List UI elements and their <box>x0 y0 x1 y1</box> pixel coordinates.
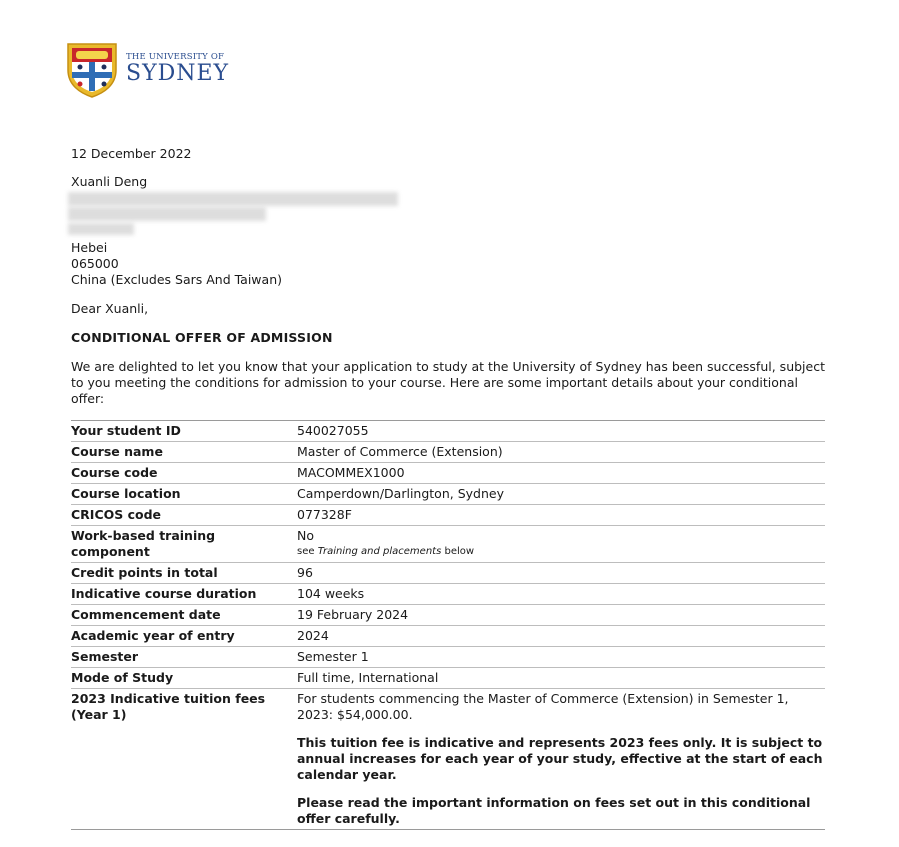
letter-date: 12 December 2022 <box>71 146 192 161</box>
course-location-value: Camperdown/Darlington, Sydney <box>297 484 825 505</box>
salutation: Dear Xuanli, <box>71 301 149 316</box>
mode-of-study-value: Full time, International <box>297 668 825 689</box>
logo-line-university-of: THE UNIVERSITY OF <box>126 52 225 62</box>
table-row <box>71 484 825 505</box>
table-row <box>71 647 825 668</box>
work-based-training-cell <box>297 526 825 563</box>
note-prefix: see <box>297 546 318 557</box>
course-duration-value: 104 weeks <box>297 584 825 605</box>
student-id-value: 540027055 <box>297 421 825 442</box>
work-based-training-value: No <box>297 528 314 543</box>
course-name-value: Master of Commerce (Extension) <box>297 442 825 463</box>
course-duration-label: Indicative course duration <box>71 584 297 605</box>
table-row <box>71 605 825 626</box>
tuition-fees-read-notice: Please read the important information on fees set out in this conditional offer carefully. <box>297 795 811 826</box>
university-logo <box>64 40 229 98</box>
address-country: China (Excludes Sars And Taiwan) <box>71 272 282 287</box>
commencement-date-label: Commencement date <box>71 605 297 626</box>
tuition-fees-text: For students commencing the Master of Commerce (Extension) in Semester 1, 2023: $54,000.00. <box>297 691 789 722</box>
address-postcode: 065000 <box>71 256 119 271</box>
tuition-fees-cell <box>297 689 825 830</box>
table-row <box>71 584 825 605</box>
redacted-address-line-1 <box>68 192 398 206</box>
work-based-training-note <box>297 544 825 560</box>
redacted-address-line-2 <box>68 207 266 221</box>
tuition-fees-label: 2023 Indicative tuition fees (Year 1) <box>71 691 266 722</box>
semester-label: Semester <box>71 647 297 668</box>
work-based-training-label: Work-based training component <box>71 526 297 563</box>
note-emphasis: Training and placements <box>317 546 442 557</box>
note-suffix: below <box>441 546 475 557</box>
intro-paragraph: We are delighted to let you know that your application to study at the University of Sydney has been successful, subject to you meeting the conditions for admission to your course. Here are some important details about your conditional offer: <box>71 359 825 406</box>
table-row <box>71 505 825 526</box>
table-row <box>71 563 825 584</box>
academic-year-value: 2024 <box>297 626 825 647</box>
cricos-code-value: 077328F <box>297 505 825 526</box>
recipient-name: Xuanli Deng <box>71 174 148 189</box>
table-row <box>71 463 825 484</box>
semester-value: Semester 1 <box>297 647 825 668</box>
table-row <box>71 668 825 689</box>
tuition-fees-indicative-notice: This tuition fee is indicative and represents 2023 fees only. It is subject to annual increases for each year of your study, effective at the start of each calendar year. <box>297 735 823 782</box>
table-row <box>71 421 825 442</box>
credit-points-value: 96 <box>297 563 825 584</box>
address-province: Hebei <box>71 240 108 255</box>
logo-line-sydney: SYDNEY <box>126 61 230 86</box>
redacted-address-line-3 <box>68 223 134 235</box>
cricos-code-label: CRICOS code <box>71 505 297 526</box>
offer-heading: CONDITIONAL OFFER OF ADMISSION <box>71 330 333 345</box>
table-row <box>71 689 825 830</box>
table-row <box>71 442 825 463</box>
student-id-label: Your student ID <box>71 421 297 442</box>
table-row <box>71 526 825 563</box>
table-row <box>71 626 825 647</box>
commencement-date-value: 19 February 2024 <box>297 605 825 626</box>
academic-year-label: Academic year of entry <box>71 626 297 647</box>
course-location-label: Course location <box>71 484 297 505</box>
mode-of-study-label: Mode of Study <box>71 668 297 689</box>
university-crest-icon <box>64 40 120 98</box>
credit-points-label: Credit points in total <box>71 563 297 584</box>
course-name-label: Course name <box>71 442 297 463</box>
offer-details-table <box>71 420 825 830</box>
course-code-value: MACOMMEX1000 <box>297 463 825 484</box>
course-code-label: Course code <box>71 463 297 484</box>
